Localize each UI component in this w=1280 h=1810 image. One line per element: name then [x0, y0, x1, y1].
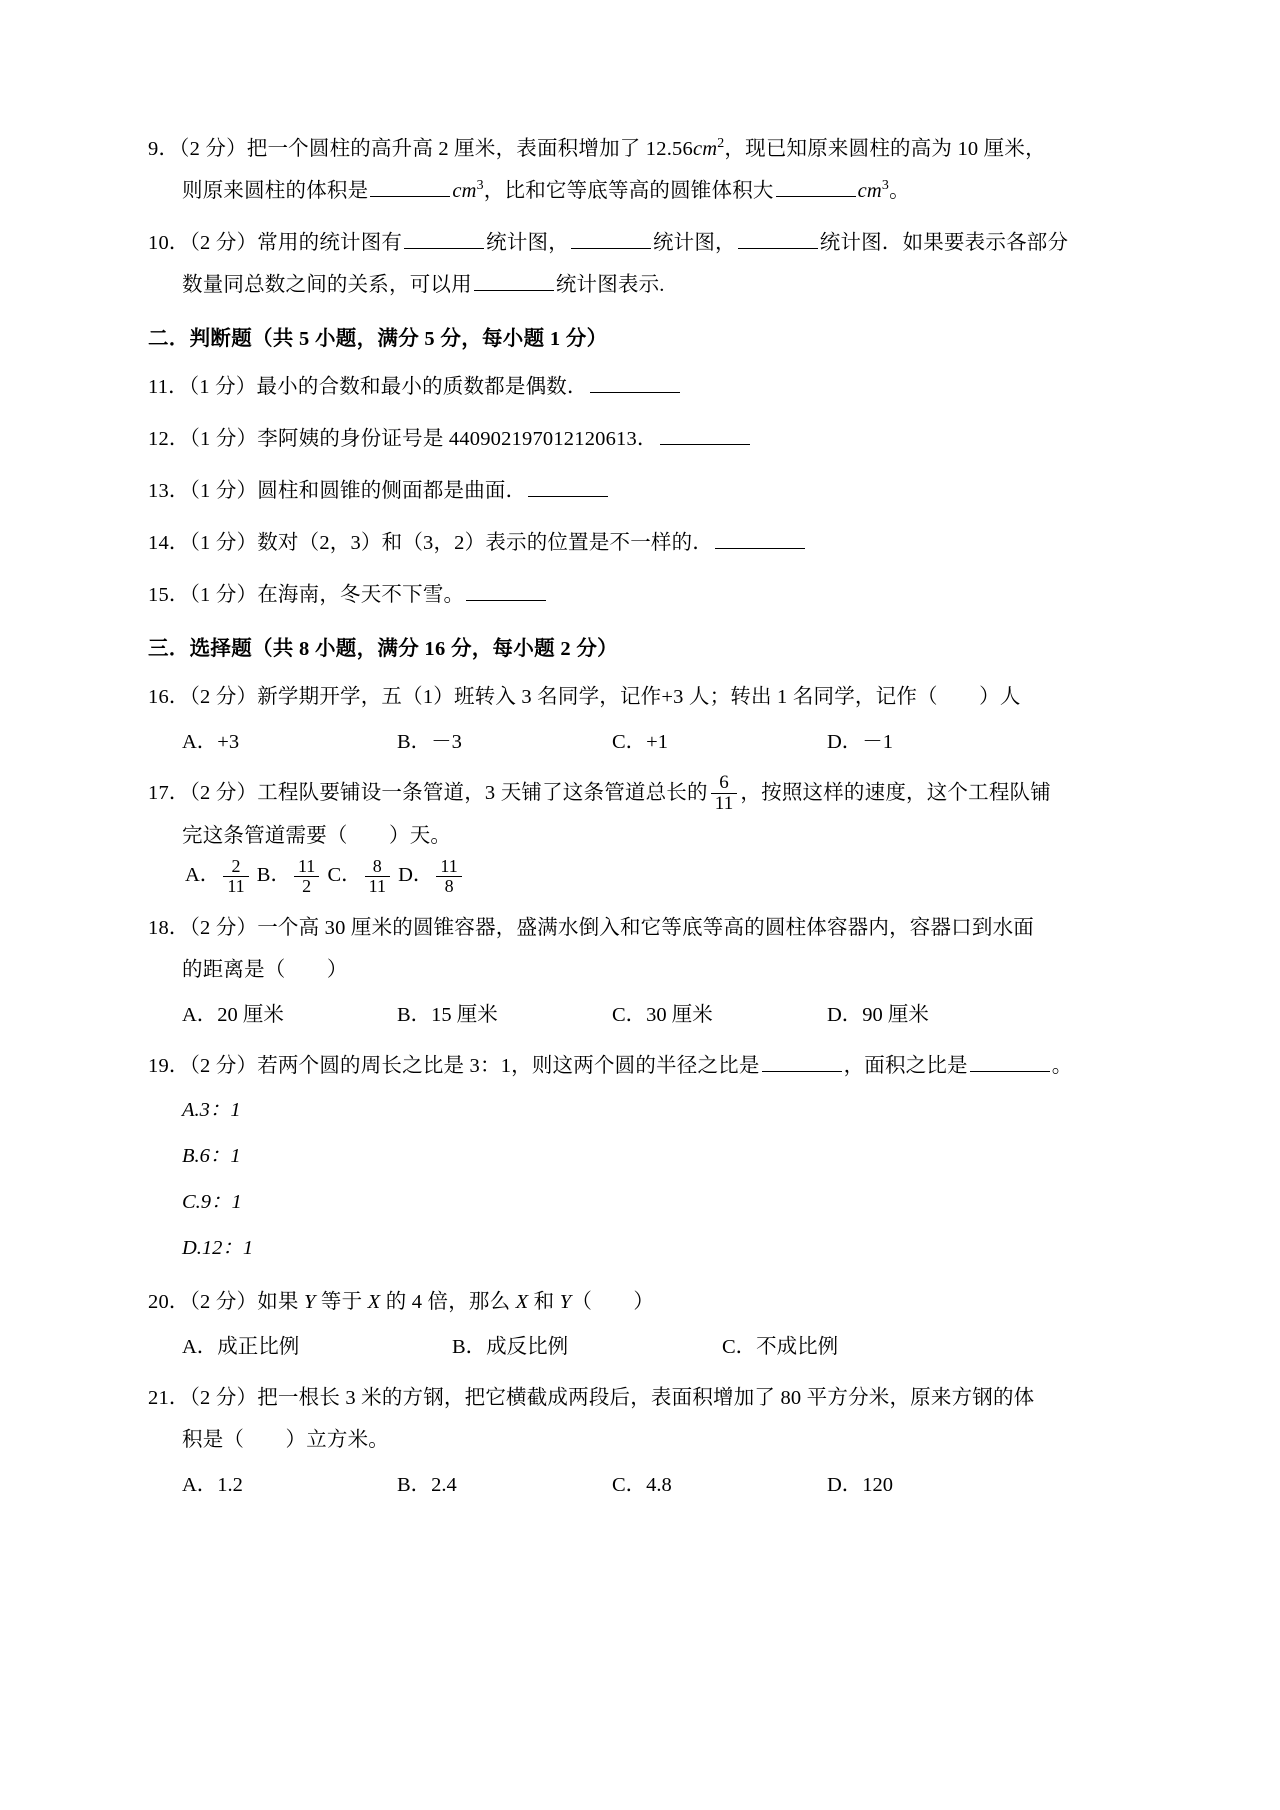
question-16-score: （2 分） — [189, 686, 258, 708]
question-20-options — [148, 1327, 1138, 1367]
question-17 — [148, 772, 1138, 897]
question-17-option-a-fraction — [223, 857, 248, 897]
question-14-line-1 — [148, 522, 1138, 564]
question-10-blank-2[interactable] — [571, 226, 651, 249]
question-14 — [148, 522, 1138, 564]
question-12-line-1 — [148, 418, 1138, 460]
question-19-option-b[interactable]: B.6：1 — [182, 1144, 241, 1167]
question-19-text-a: 若两个圆的周长之比是 3：1，则这两个圆的半径之比是 — [257, 1054, 760, 1077]
question-12 — [148, 418, 1138, 460]
question-11-number: 11． — [148, 376, 189, 398]
question-17-option-a-label: A． — [185, 864, 221, 887]
question-19-number: 19． — [148, 1054, 190, 1077]
question-18 — [148, 907, 1138, 1035]
question-17-option-c-numerator: 8 — [372, 855, 382, 876]
question-16-line-1 — [148, 676, 1138, 718]
question-11-text: 最小的合数和最小的质数都是偶数． — [256, 376, 588, 398]
question-18-option-d[interactable]: D．90 厘米 — [827, 1003, 929, 1026]
question-9 — [148, 128, 1138, 212]
question-20-text-a: 如果 — [257, 1290, 304, 1313]
question-9-number: 9． — [148, 138, 180, 160]
question-21-options — [148, 1465, 1138, 1505]
question-21-text-a: 把一根长 3 米的方钢，把它横截成两段后，表面积增加了 80 平方分米，原来方钢的体 — [257, 1386, 1035, 1409]
question-17-line-2: 完这条管道需要（ ）天。 — [182, 824, 452, 847]
question-15-score: （1 分） — [189, 584, 258, 606]
question-17-option-b-numerator: 11 — [297, 855, 316, 876]
question-17-fraction — [711, 773, 738, 815]
question-10-line-2 — [148, 264, 1138, 306]
question-10-text-f: 统计图表示. — [555, 274, 665, 296]
question-15 — [148, 574, 1138, 616]
question-10-text-b: 统计图， — [486, 232, 569, 254]
question-17-option-a-denominator: 11 — [223, 876, 248, 896]
question-16-number: 16． — [148, 686, 190, 708]
question-17-option-b-fraction — [294, 857, 319, 897]
question-15-blank[interactable] — [466, 578, 546, 601]
question-17-score: （2 分） — [189, 782, 258, 804]
question-19-option-d[interactable]: D.12：1 — [182, 1236, 254, 1259]
question-20-text-b: 等于 — [315, 1290, 368, 1313]
question-18-text-a: 一个高 30 厘米的圆锥容器，盛满水倒入和它等底等高的圆柱体容器内，容器口到水面 — [257, 916, 1034, 939]
question-19-option-a[interactable]: A.3：1 — [182, 1098, 241, 1121]
question-21-line-1 — [148, 1377, 1138, 1419]
question-19-blank-2[interactable] — [970, 1049, 1050, 1072]
question-17-line-1 — [148, 772, 1138, 815]
question-9-text-a: 把一个圆柱的高升高 2 厘米，表面积增加了 12.56 — [246, 138, 693, 160]
question-11-score: （1 分） — [188, 376, 257, 398]
question-17-option-d-fraction — [436, 857, 461, 897]
question-10-text-d: 统计图．如果要表示各部分 — [819, 232, 1069, 254]
question-9-score: （2 分） — [179, 138, 247, 160]
question-18-number: 18． — [148, 916, 190, 939]
question-14-score: （1 分） — [189, 532, 258, 554]
question-11-blank[interactable] — [590, 370, 680, 393]
question-18-option-c[interactable]: C．30 厘米 — [612, 1003, 713, 1026]
question-16-text: 新学期开学，五（1）班转入 3 名同学，记作+3 人；转出 1 名同学，记作（ ）人 — [257, 686, 1021, 708]
question-9-line-1 — [148, 128, 1138, 170]
section-heading-2: 二．判断题（共 5 小题，满分 5 分，每小题 1 分） — [148, 328, 608, 350]
question-10-text-a: 常用的统计图有 — [257, 232, 403, 254]
question-9-exp-3: 3 — [881, 178, 890, 194]
question-20-text-e: （ ） — [571, 1290, 655, 1313]
question-12-score: （1 分） — [189, 428, 258, 450]
question-18-option-a[interactable]: A．20 厘米 — [182, 1003, 284, 1026]
question-19-options — [148, 1087, 1138, 1271]
question-20-score: （2 分） — [189, 1290, 258, 1313]
question-12-blank[interactable] — [660, 422, 750, 445]
question-15-text: 在海南，冬天不下雪。 — [257, 584, 465, 606]
question-20-variable-x1: X — [367, 1290, 381, 1313]
question-16-option-b[interactable]: B．－3 — [397, 731, 462, 753]
question-17-text-a: 工程队要铺设一条管道，3 天铺了这条管道总长的 — [257, 782, 708, 804]
question-14-blank[interactable] — [715, 526, 805, 549]
question-14-text: 数对（2，3）和（3，2）表示的位置是不一样的． — [257, 532, 714, 554]
question-19 — [148, 1045, 1138, 1271]
question-20-option-c[interactable]: C．不成比例 — [722, 1335, 839, 1358]
question-9-blank-2[interactable] — [776, 174, 856, 197]
question-19-option-c[interactable]: C.9：1 — [182, 1190, 242, 1213]
question-9-text-c: 则原来圆柱的体积是 — [182, 180, 369, 202]
question-18-line-1 — [148, 907, 1138, 949]
question-16 — [148, 676, 1138, 762]
question-19-text-b: ，面积之比是 — [843, 1054, 968, 1077]
question-20-variable-x2: X — [515, 1290, 529, 1313]
question-17-option-b[interactable] — [256, 855, 323, 897]
question-10-blank-1[interactable] — [404, 226, 484, 249]
question-9-text-e: 。 — [889, 180, 910, 202]
question-17-fraction-denominator: 11 — [711, 793, 738, 815]
question-10-blank-3[interactable] — [738, 226, 818, 249]
question-18-score: （2 分） — [189, 916, 258, 939]
question-17-option-a[interactable] — [185, 855, 252, 897]
question-17-option-a-numerator: 2 — [231, 855, 241, 876]
question-13-score: （1 分） — [189, 480, 258, 502]
question-13 — [148, 470, 1138, 512]
question-21-option-a[interactable]: A．1.2 — [182, 1473, 243, 1496]
question-16-option-c[interactable]: C．+1 — [612, 731, 668, 753]
question-10-blank-4[interactable] — [474, 268, 554, 291]
question-20 — [148, 1281, 1138, 1367]
question-9-exp-2: 3 — [476, 178, 484, 194]
question-21-score: （2 分） — [189, 1386, 258, 1409]
question-17-fraction-numerator: 6 — [719, 771, 729, 793]
question-10-line-1 — [148, 222, 1138, 264]
question-13-line-1 — [148, 470, 1138, 512]
question-19-text-c: 。 — [1051, 1054, 1073, 1077]
question-13-number: 13． — [148, 480, 190, 502]
question-11-line-1 — [148, 366, 1138, 408]
question-12-text: 李阿姨的身份证号是 440902197012120613． — [257, 428, 658, 450]
question-16-option-d[interactable]: D．－1 — [827, 731, 894, 753]
question-10-text-e: 数量同总数之间的关系，可以用 — [182, 274, 472, 296]
question-18-option-b[interactable]: B．15 厘米 — [397, 1003, 498, 1026]
section-heading-3: 三．选择题（共 8 小题，满分 16 分，每小题 2 分） — [148, 638, 618, 660]
question-16-options — [148, 722, 1138, 762]
question-9-text-d: ，比和它等底等高的圆锥体积大 — [483, 180, 774, 202]
question-17-option-c-fraction — [365, 857, 390, 897]
question-17-option-c-denominator: 11 — [365, 876, 390, 896]
question-21-option-c[interactable]: C．4.8 — [612, 1473, 672, 1496]
question-18-line-2: 的距离是（ ） — [182, 958, 348, 981]
question-21 — [148, 1377, 1138, 1505]
question-20-text-d: 和 — [528, 1290, 560, 1313]
question-13-text: 圆柱和圆锥的侧面都是曲面． — [257, 480, 527, 502]
question-9-unit-3: cm — [857, 180, 882, 202]
question-9-exp-1: 2 — [717, 136, 725, 152]
question-20-variable-y2: Y — [559, 1290, 572, 1313]
question-16-option-a[interactable]: A．+3 — [182, 731, 240, 753]
question-19-score: （2 分） — [189, 1054, 258, 1077]
question-21-option-d[interactable]: D．120 — [827, 1473, 894, 1496]
question-12-number: 12． — [148, 428, 190, 450]
question-18-options — [148, 995, 1138, 1035]
question-17-option-c-label: C． — [327, 864, 362, 887]
exam-content — [148, 128, 1138, 1515]
question-17-options — [151, 857, 465, 897]
question-15-number: 15． — [148, 584, 190, 606]
question-21-line-2: 积是（ ）立方米。 — [182, 1428, 389, 1451]
question-17-number: 17． — [148, 782, 190, 804]
question-19-line-1 — [148, 1045, 1138, 1087]
question-20-option-b[interactable]: B．成反比例 — [452, 1335, 569, 1358]
question-10-number: 10． — [148, 232, 190, 254]
question-13-blank[interactable] — [528, 474, 608, 497]
question-10-score: （2 分） — [189, 232, 258, 254]
question-15-line-1 — [148, 574, 1138, 616]
question-19-blank-1[interactable] — [762, 1049, 842, 1072]
question-21-option-b[interactable]: B．2.4 — [397, 1473, 457, 1496]
question-20-text-c: 的 4 倍，那么 — [380, 1290, 516, 1313]
question-9-unit-1: cm — [692, 138, 718, 160]
question-17-option-c[interactable] — [327, 855, 393, 897]
question-9-blank-1[interactable] — [370, 174, 450, 197]
question-17-option-d-label: D． — [398, 864, 434, 887]
question-9-unit-2: cm — [452, 180, 477, 202]
question-17-text-b: ，按照这样的速度，这个工程队铺 — [740, 782, 1051, 804]
question-17-option-d[interactable] — [398, 855, 465, 897]
question-20-variable-y1: Y — [303, 1290, 316, 1313]
question-17-option-d-denominator: 8 — [436, 876, 461, 896]
question-10-text-c: 统计图， — [652, 232, 736, 254]
question-11 — [148, 366, 1138, 408]
question-21-number: 21． — [148, 1386, 190, 1409]
question-20-line-1 — [148, 1281, 1138, 1323]
question-10 — [148, 222, 1138, 306]
question-14-number: 14． — [148, 532, 190, 554]
question-20-option-a[interactable]: A．成正比例 — [182, 1335, 300, 1358]
question-17-option-d-numerator: 11 — [440, 855, 458, 876]
question-17-option-b-label: B． — [256, 864, 291, 887]
question-9-line-2 — [148, 170, 1138, 212]
question-9-text-b: ，现已知原来圆柱的高为 10 厘米， — [724, 138, 1046, 160]
question-17-option-b-denominator: 2 — [294, 876, 319, 896]
question-20-number: 20． — [148, 1290, 190, 1313]
